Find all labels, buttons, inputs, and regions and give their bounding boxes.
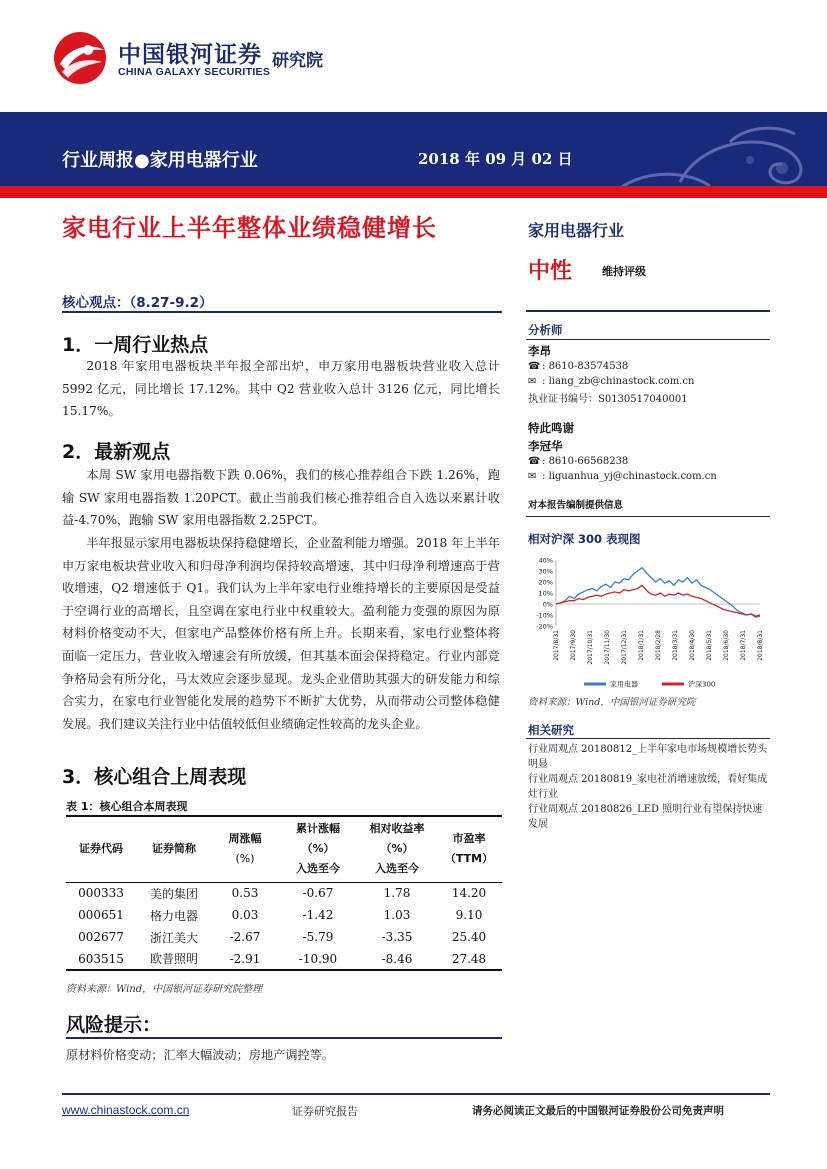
divider — [526, 339, 770, 340]
column-header-name: 证券简称 — [152, 842, 196, 856]
table-cell: 1.78 — [383, 886, 411, 901]
section-1-paragraph: 2018 年家用电器板块半年报全部出炉，申万家用电器板块营业收入总计 5992 亿元，同比增长 17.12%。其中 Q2 营业收入总计 3126 亿元，同比增长 15.17%。 — [62, 359, 500, 419]
table-cell: -1.42 — [302, 908, 334, 922]
table-cell: 1.03 — [383, 908, 411, 922]
table-cell: 9.10 — [455, 908, 483, 922]
section-heading-3: 3．核心组合上周表现 — [62, 766, 247, 788]
analyst-name: 李昂 — [528, 344, 551, 358]
table-cell: 603515 — [78, 951, 124, 966]
assistant-phone: 8610-66568238 — [548, 456, 629, 467]
x-tick-label: 2017/12/31 — [621, 630, 628, 665]
report-date: 2018 年 09 月 02 日 — [418, 150, 573, 168]
table-cell: 0.53 — [231, 886, 259, 901]
section-2-paragraph-1: 本周 SW 家用电器指数下跌 0.06%，我们的核心推荐组合下跌 1.26%，跑输 SW 家用电器指数 1.20PCT。截止当前我们核心推荐组合自入选以来累计收益-4.70%，跑输 SW 家用电器指数 2.25PCT。 — [62, 468, 500, 528]
analyst-license: 执业证书编号：S0130517040001 — [528, 394, 688, 405]
assistant-name: 李冠华 — [528, 439, 563, 453]
divider — [526, 516, 770, 517]
table-cell: 美的集团 — [149, 886, 198, 901]
x-tick-label: 2018/3/31 — [672, 630, 679, 661]
footer-doc-type: 证券研究报告 — [292, 1105, 358, 1118]
table-header-row — [66, 816, 502, 882]
risk-title: 风险提示： — [66, 1014, 162, 1036]
analyst-email[interactable]: liang_zb@chinastock.com.cn — [548, 376, 695, 387]
x-tick-label: 2018/6/30 — [723, 630, 730, 661]
table-cell: 格力电器 — [149, 908, 198, 923]
divider — [62, 311, 502, 313]
y-tick-label: -20% — [536, 622, 553, 631]
core-view-label: 核心观点：（8.27-9.2） — [62, 295, 213, 311]
y-tick-label: 30% — [538, 567, 553, 576]
relative-performance-chart — [526, 552, 770, 692]
column-header-pe: 市盈率 （TTM） — [444, 832, 494, 866]
header-red-stripe — [0, 186, 827, 198]
analyst-heading: 分析师 — [528, 323, 563, 337]
industry-label: 家用电器行业 — [528, 221, 625, 240]
section-heading-1: 1．一周行业热点 — [62, 334, 209, 356]
table-cell: -0.67 — [302, 886, 334, 901]
company-name-en: CHINA GALAXY SECURITIES — [118, 66, 271, 78]
analyst-phone: 8610-83574538 — [548, 361, 629, 372]
analyst-phone-line: ☎ : 8610-83574538 — [528, 361, 629, 372]
institute-label: 研究院 — [272, 51, 323, 71]
related-item[interactable]: 行业周观点 20180826_LED 照明行业有望保持快速发展 — [528, 804, 763, 830]
x-tick-label: 2017/8/31 — [553, 630, 560, 661]
y-tick-label: -10% — [536, 611, 553, 620]
report-type: 行业周报●家用电器行业 — [62, 150, 258, 171]
divider — [526, 738, 770, 739]
contribution-note: 对本报告编制提供信息 — [528, 500, 624, 511]
phone-icon: ☎ — [528, 456, 541, 467]
table-row — [66, 882, 502, 904]
column-header-code: 证券代码 — [79, 842, 123, 856]
legend-label: 沪深300 — [688, 680, 716, 689]
risk-text: 原材料价格变动；汇率大幅波动；房地产调控等。 — [66, 1048, 335, 1062]
divider — [66, 1037, 502, 1039]
table-caption: 表 1：核心组合本周表现 — [66, 800, 188, 813]
x-tick-label: 2018/1/31 — [638, 630, 645, 661]
rating-value: 中性 — [528, 259, 573, 284]
assistant-email[interactable]: liguanhua_yj@chinastock.com.cn — [548, 471, 717, 482]
table-cell: 欧普照明 — [149, 952, 198, 966]
table-cell: 浙江美大 — [149, 930, 198, 945]
mail-icon: ✉ — [528, 376, 537, 387]
table-cell: -3.35 — [381, 930, 413, 944]
table-row — [66, 904, 502, 926]
analyst-email-line: ✉ : liang_zb@chinastock.com.cn — [528, 376, 695, 387]
footer-divider — [62, 1093, 770, 1095]
company-name-cn: 中国银河证券 — [118, 42, 262, 68]
x-tick-label: 2017/10/31 — [587, 630, 594, 665]
x-tick-label: 2017/11/30 — [604, 630, 611, 665]
galaxy-logo-icon — [52, 30, 108, 86]
website-link[interactable]: www.chinastock.com.cn — [62, 1103, 190, 1117]
table-cell: -8.46 — [381, 951, 413, 966]
column-header-weekly: 周涨幅 (%) — [228, 832, 262, 866]
table-row — [66, 926, 502, 948]
table-source: 资料来源：Wind，中国银河证券研究院整理 — [66, 984, 263, 995]
x-tick-label: 2018/8/31 — [757, 630, 764, 661]
table-cell: 14.20 — [451, 886, 487, 901]
portfolio-table — [66, 815, 502, 971]
y-tick-label: 0% — [542, 600, 553, 609]
table-cell: 000651 — [78, 908, 124, 922]
series-line — [556, 568, 760, 618]
report-title: 家电行业上半年整体业绩稳健增长 — [62, 214, 437, 242]
x-tick-label: 2018/4/30 — [689, 630, 696, 661]
column-header-relative: 相对收益率 （%） 入选至今 — [369, 822, 425, 876]
table-cell: 000333 — [78, 886, 124, 901]
divider — [526, 310, 770, 312]
related-item[interactable]: 行业周观点 20180812_上半年家电市场规模增长势头明显 — [528, 744, 768, 770]
chart-source: 资料来源：Wind，中国银河证券研究院 — [528, 697, 696, 708]
column-header-cumulative: 累计涨幅 （%） 入选至今 — [296, 822, 340, 876]
x-tick-label: 2017/9/30 — [570, 630, 577, 661]
related-heading: 相关研究 — [528, 723, 574, 737]
thanks-heading: 特此鸣谢 — [528, 421, 574, 435]
table-cell: 25.40 — [451, 930, 487, 944]
table-cell: 27.48 — [451, 951, 487, 966]
footer-disclaimer: 请务必阅读正文最后的中国银河证券股份公司免责声明 — [472, 1105, 724, 1117]
assistant-email-line: ✉ : liguanhua_yj@chinastock.com.cn — [528, 471, 717, 482]
legend-label: 家用电器 — [610, 680, 638, 689]
chart-title: 相对沪深 300 表现图 — [528, 532, 641, 546]
y-tick-label: 40% — [538, 556, 553, 565]
table-cell: 0.03 — [231, 908, 259, 922]
x-tick-label: 2018/7/31 — [740, 630, 747, 661]
table-cell: -2.67 — [229, 930, 261, 944]
section-heading-2: 2．最新观点 — [62, 441, 171, 463]
y-tick-label: 20% — [538, 578, 553, 587]
table-cell: -5.79 — [302, 930, 334, 944]
table-cell: 002677 — [78, 930, 124, 944]
rating-action: 维持评级 — [602, 265, 646, 278]
table-row — [66, 948, 502, 970]
related-item[interactable]: 行业周观点 20180819_家电社消增速放缓，看好集成灶行业 — [528, 774, 768, 800]
phone-icon: ☎ — [528, 361, 541, 372]
x-tick-label: 2018/2/28 — [655, 630, 662, 661]
y-tick-label: 10% — [538, 589, 553, 598]
x-tick-label: 2018/5/31 — [706, 630, 713, 661]
table-cell: -10.90 — [298, 951, 338, 966]
assistant-phone-line: ☎ : 8610-66568238 — [528, 456, 629, 467]
table-cell: -2.91 — [229, 951, 261, 966]
mail-icon: ✉ — [528, 471, 537, 482]
section-2-paragraph-2: 半年报显示家用电器板块保持稳健增长，企业盈利能力增强。2018 年上半年申万家电板块营业收入和归母净利润均保持较高增速，其中归母净利增速高于营收增速，Q2 增速低于 Q1。我们认为上半年家电行业维持增长的主要原因是受益于空调行业的高增长，且空调在家电行业中权重较大。盈利能力变强的原因为原材料价格变动不大，但家电产品整体价格有所上升。长期来看，家电行业整体将面临一定压力，营业收入增速会有所放缓，但其基本面会保持稳定。行业内部竞争格局会有所分化，马太效应会逐步显现。龙头企业借助其强大的研发能力和综合实力，在家电行业智能化发展的趋势下不断扩大优势，从而带动公司整体稳健发展。我们建议关注行业中估值较低但业绩确定性较高的龙头企业。 — [62, 536, 500, 731]
